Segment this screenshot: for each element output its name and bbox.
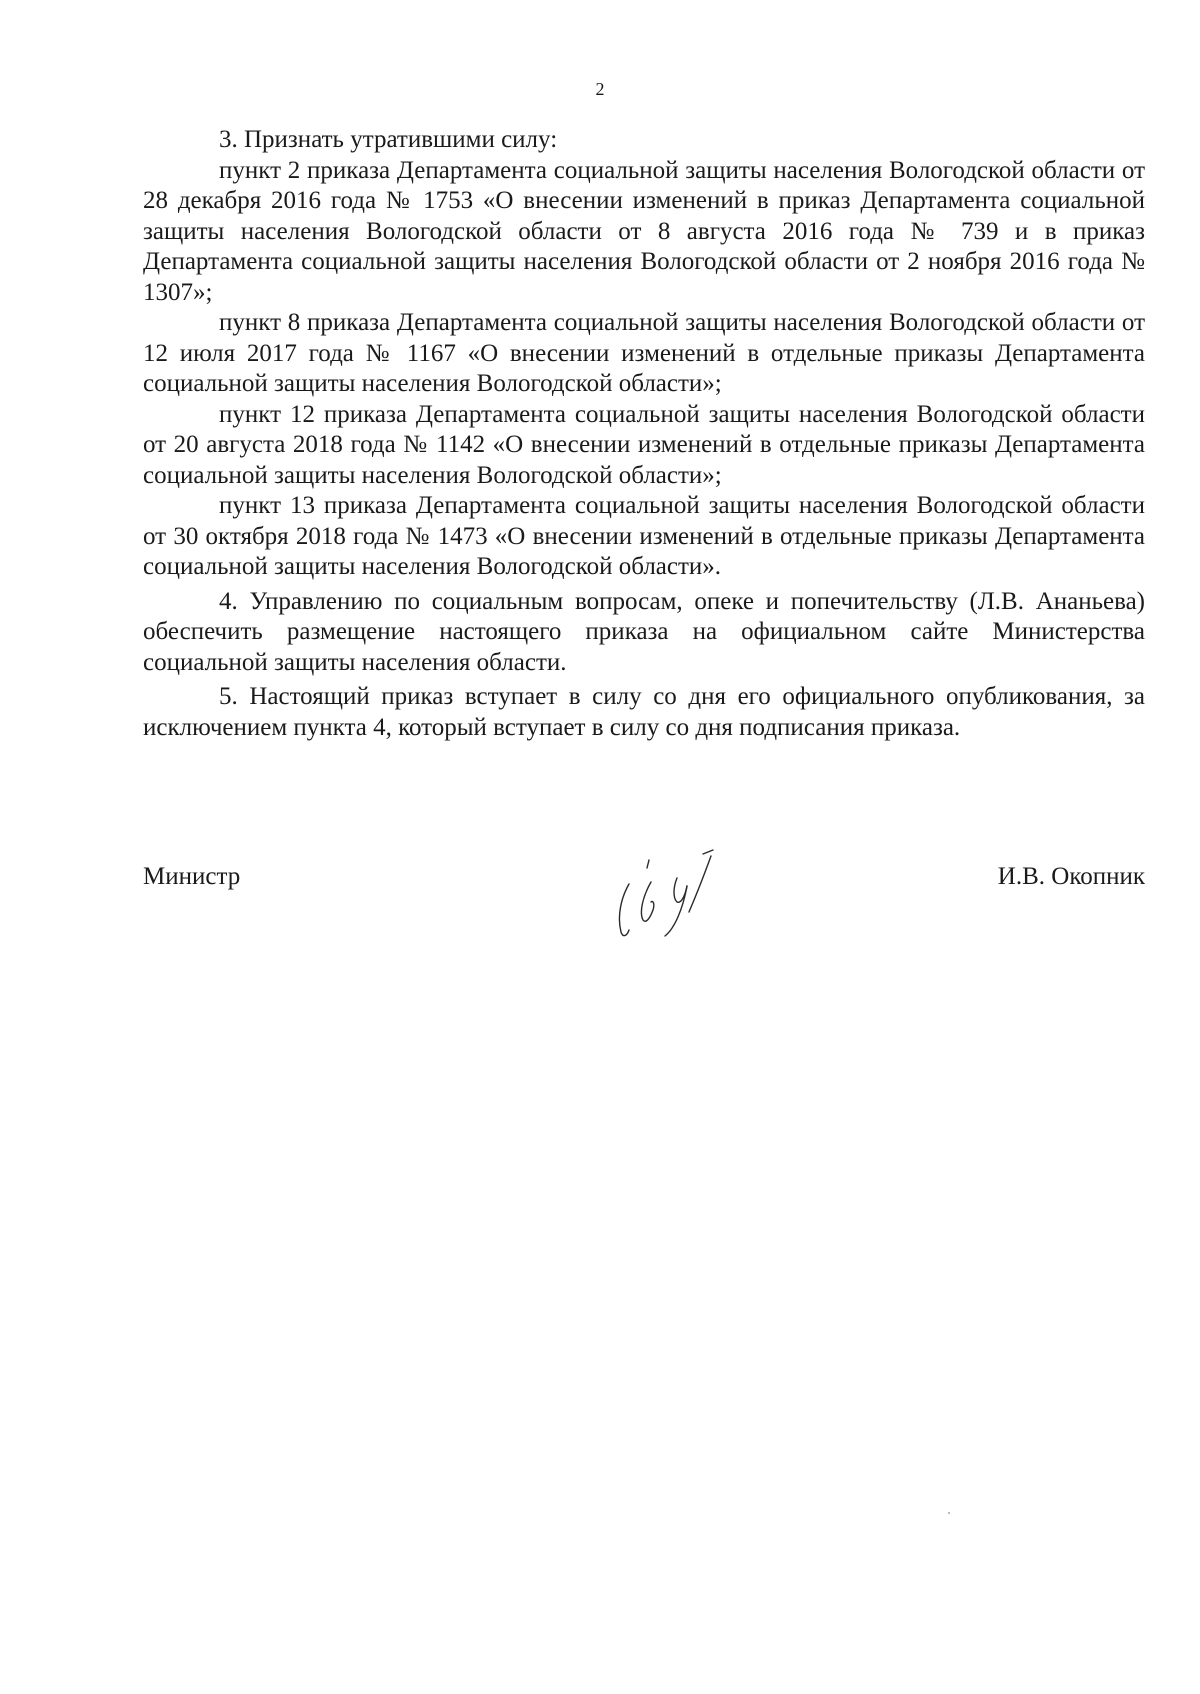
paragraph-item-3-heading: 3. Признать утратившими силу: <box>219 126 558 153</box>
scan-speck <box>948 1512 950 1514</box>
paragraph-subitem-order-1753: пункт 2 приказа Департамента социальной защиты населения Вологодской области от 28 декабря 2016 года № 1753 «О внесении изменений в приказ Департамента социальной защиты населения Вологодской области от 8 августа 2016 года № 739 и в приказ Департамента социальной защиты населения Вологодской области от 2 ноября 2016 года № 1307»; <box>143 156 1145 306</box>
paragraph-subitem-order-1473: пункт 13 приказа Департамента социальной защиты населения Вологодской области от 30 октября 2018 года № 1473 «О внесении изменений в отдельные приказы Департамента социальной защиты населения Вологодской области». <box>143 492 1145 580</box>
signature-block <box>143 850 1145 970</box>
signatory-name: И.В. Окопник <box>997 863 1145 890</box>
paragraph-subitem-order-1142: пункт 12 приказа Департамента социальной защиты населения Вологодской области от 20 августа 2018 года № 1142 «О внесении изменений в отдельные приказы Департамента социальной защиты населения Вологодской области»; <box>143 400 1145 489</box>
signatory-title: Министр <box>143 863 241 890</box>
paragraph-item-4: 4. Управлению по социальным вопросам, опеке и попечительству (Л.В. Ананьева) обеспечить размещение настоящего приказа на официальном сайте Министерства социальной защиты населения области. <box>143 587 1145 676</box>
page-number: 2 <box>595 79 605 99</box>
paragraph-subitem-order-1167: пункт 8 приказа Департамента социальной защиты населения Вологодской области от 12 июля 2017 года № 1167 «О внесении изменений в отдельные приказы Департамента социальной защиты населения Вологодской области»; <box>143 309 1145 397</box>
document-body <box>143 125 1145 743</box>
paragraph-item-5: 5. Настоящий приказ вступает в силу со дня его официального опубликования, за исключением пункта 4, который вступает в силу со дня подписания приказа. <box>143 683 1145 741</box>
handwritten-signature <box>603 832 743 952</box>
